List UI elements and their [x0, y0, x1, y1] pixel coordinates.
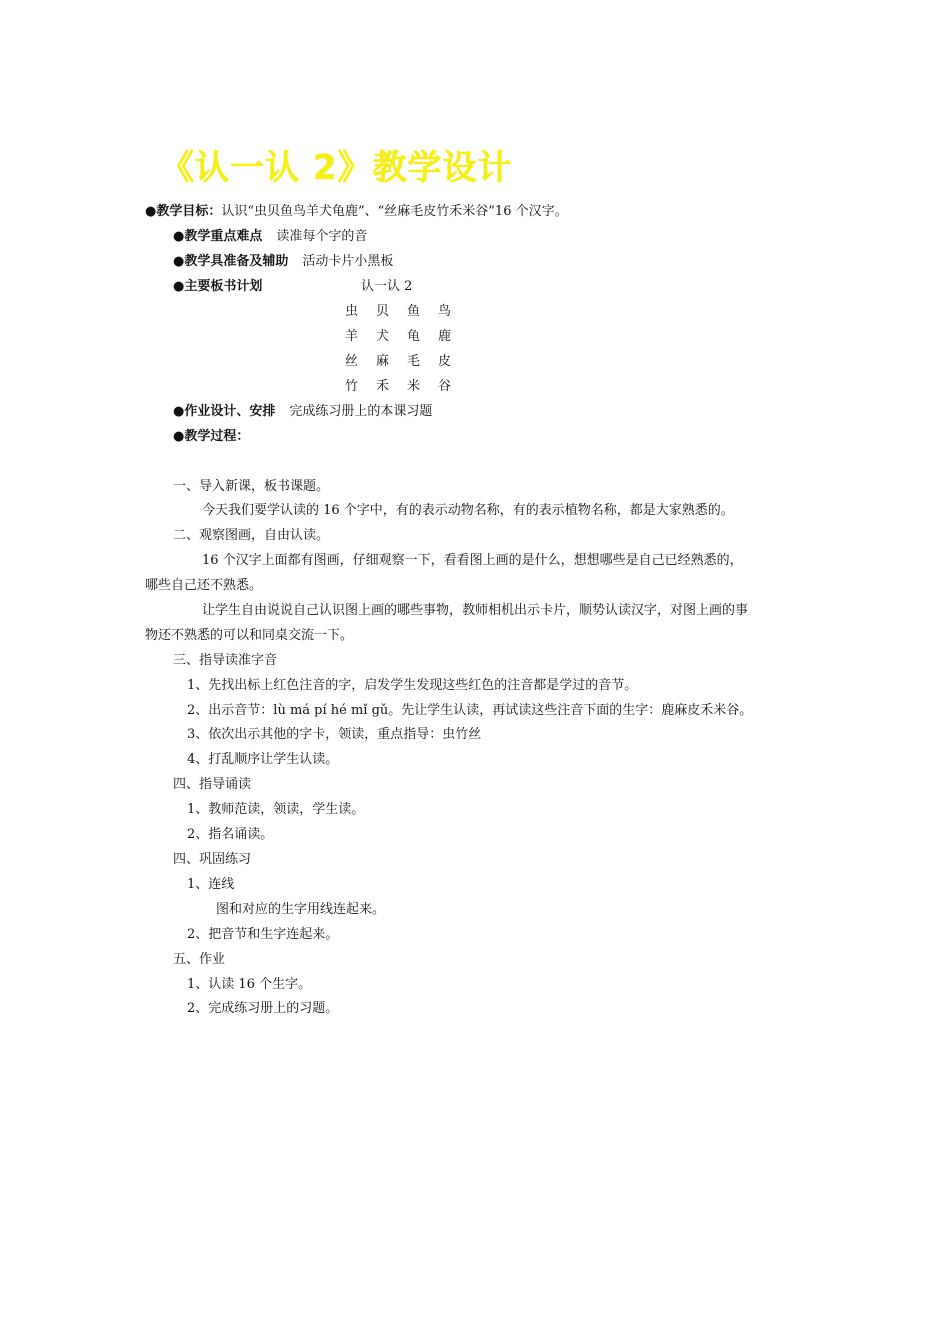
- list-item-text: 。先让学生认读，再试读这些注音下面的生字：鹿麻皮禾米谷。: [388, 703, 753, 718]
- board-row-2: [345, 328, 469, 346]
- list-item: 3、依次出示其他的字卡，领读，重点指导：虫竹丝: [187, 727, 482, 742]
- list-item: 1、先找出标上红色注音的字，启发学生发现这些红色的注音都是学过的音节。: [187, 678, 638, 693]
- list-item: 1、连线: [187, 877, 235, 892]
- list-item: 1、教师范读，领读，学生读。: [187, 802, 365, 817]
- section-heading: 一、导入新课，板书课题。: [173, 479, 330, 494]
- board-plan-label-text: ●主要板书计划: [173, 279, 263, 294]
- board-char: 麻: [376, 354, 390, 369]
- list-item: 1、认读 16 个生字。: [187, 977, 312, 992]
- key-points: [173, 228, 367, 246]
- section-heading: 二、观察图画，自由认读。: [173, 528, 330, 543]
- list-item: 2、指名诵读。: [187, 827, 274, 842]
- board-char: 鱼: [407, 304, 421, 319]
- section-heading: 三、指导读准字音: [173, 653, 278, 668]
- board-char: 皮: [438, 354, 452, 369]
- board-char: 犬: [376, 329, 390, 344]
- teaching-tools-text: 活动卡片小黑板: [302, 254, 394, 269]
- paragraph: 让学生自由说说自己认识图上画的哪些事物，教师相机出示卡片，顺势认读汉字，对图上画的事: [202, 603, 749, 618]
- board-char: 龟: [407, 329, 421, 344]
- board-plan-label: [173, 278, 262, 296]
- board-char: 毛: [407, 354, 421, 369]
- list-item-text: 2、出示音节：: [187, 703, 274, 718]
- list-item: 4、打乱顺序让学生认读。: [187, 752, 339, 767]
- section-heading: 五、作业: [173, 952, 226, 967]
- board-row-1: [345, 303, 469, 321]
- homework-plan: [173, 403, 432, 421]
- section-heading: 四、巩固练习: [173, 852, 252, 867]
- board-heading: 认一认 2: [361, 279, 413, 294]
- section-heading: 四、指导诵读: [173, 777, 252, 792]
- board-row-4: [345, 378, 469, 396]
- key-points-text: 读准每个字的音: [276, 229, 368, 244]
- list-item: [187, 702, 752, 720]
- teaching-goal-text: 认识“虫贝鱼鸟羊犬龟鹿”、“丝麻毛皮竹禾米谷”16 个汉字。: [221, 204, 568, 219]
- board-char: 贝: [376, 304, 390, 319]
- list-item: 2、把音节和生字连起来。: [187, 927, 339, 942]
- paragraph: 哪些自己还不熟悉。: [145, 578, 263, 593]
- teaching-tools: [173, 253, 393, 271]
- paragraph: 物还不熟悉的可以和同桌交流一下。: [145, 628, 354, 643]
- list-item: 2、完成练习册上的习题。: [187, 1001, 339, 1016]
- board-char: 鸟: [438, 304, 452, 319]
- paragraph: 图和对应的生字用线连起来。: [216, 902, 386, 917]
- board-char: 米: [407, 379, 421, 394]
- teaching-tools-label: ●教学具准备及辅助: [173, 254, 289, 269]
- homework-plan-label: ●作业设计、安排: [173, 404, 276, 419]
- paragraph: 16 个汉字上面都有图画，仔细观察一下，看看图上画的是什么，想想哪些是自己已经熟悉的，: [202, 553, 743, 568]
- paragraph: 今天我们要学认读的 16 个字中，有的表示动物名称，有的表示植物名称，都是大家熟悉的。: [202, 503, 734, 518]
- board-char: 羊: [345, 329, 359, 344]
- process-label: ●教学过程：: [173, 429, 250, 444]
- pinyin-syllables: lù má pí hé mǐ gǔ: [273, 703, 389, 718]
- document-title: 《认一认 2》教学设计: [160, 148, 513, 188]
- board-char: 虫: [345, 304, 359, 319]
- board-char: 竹: [345, 379, 359, 394]
- key-points-label: ●教学重点难点: [173, 229, 263, 244]
- board-char: 谷: [438, 379, 452, 394]
- board-row-3: [345, 353, 469, 371]
- board-char: 鹿: [438, 329, 452, 344]
- homework-plan-text: 完成练习册上的本课习题: [289, 404, 433, 419]
- board-char: 禾: [376, 379, 390, 394]
- teaching-goal: [145, 203, 568, 221]
- teaching-goal-label: ●教学目标：: [145, 204, 222, 219]
- board-char: 丝: [345, 354, 359, 369]
